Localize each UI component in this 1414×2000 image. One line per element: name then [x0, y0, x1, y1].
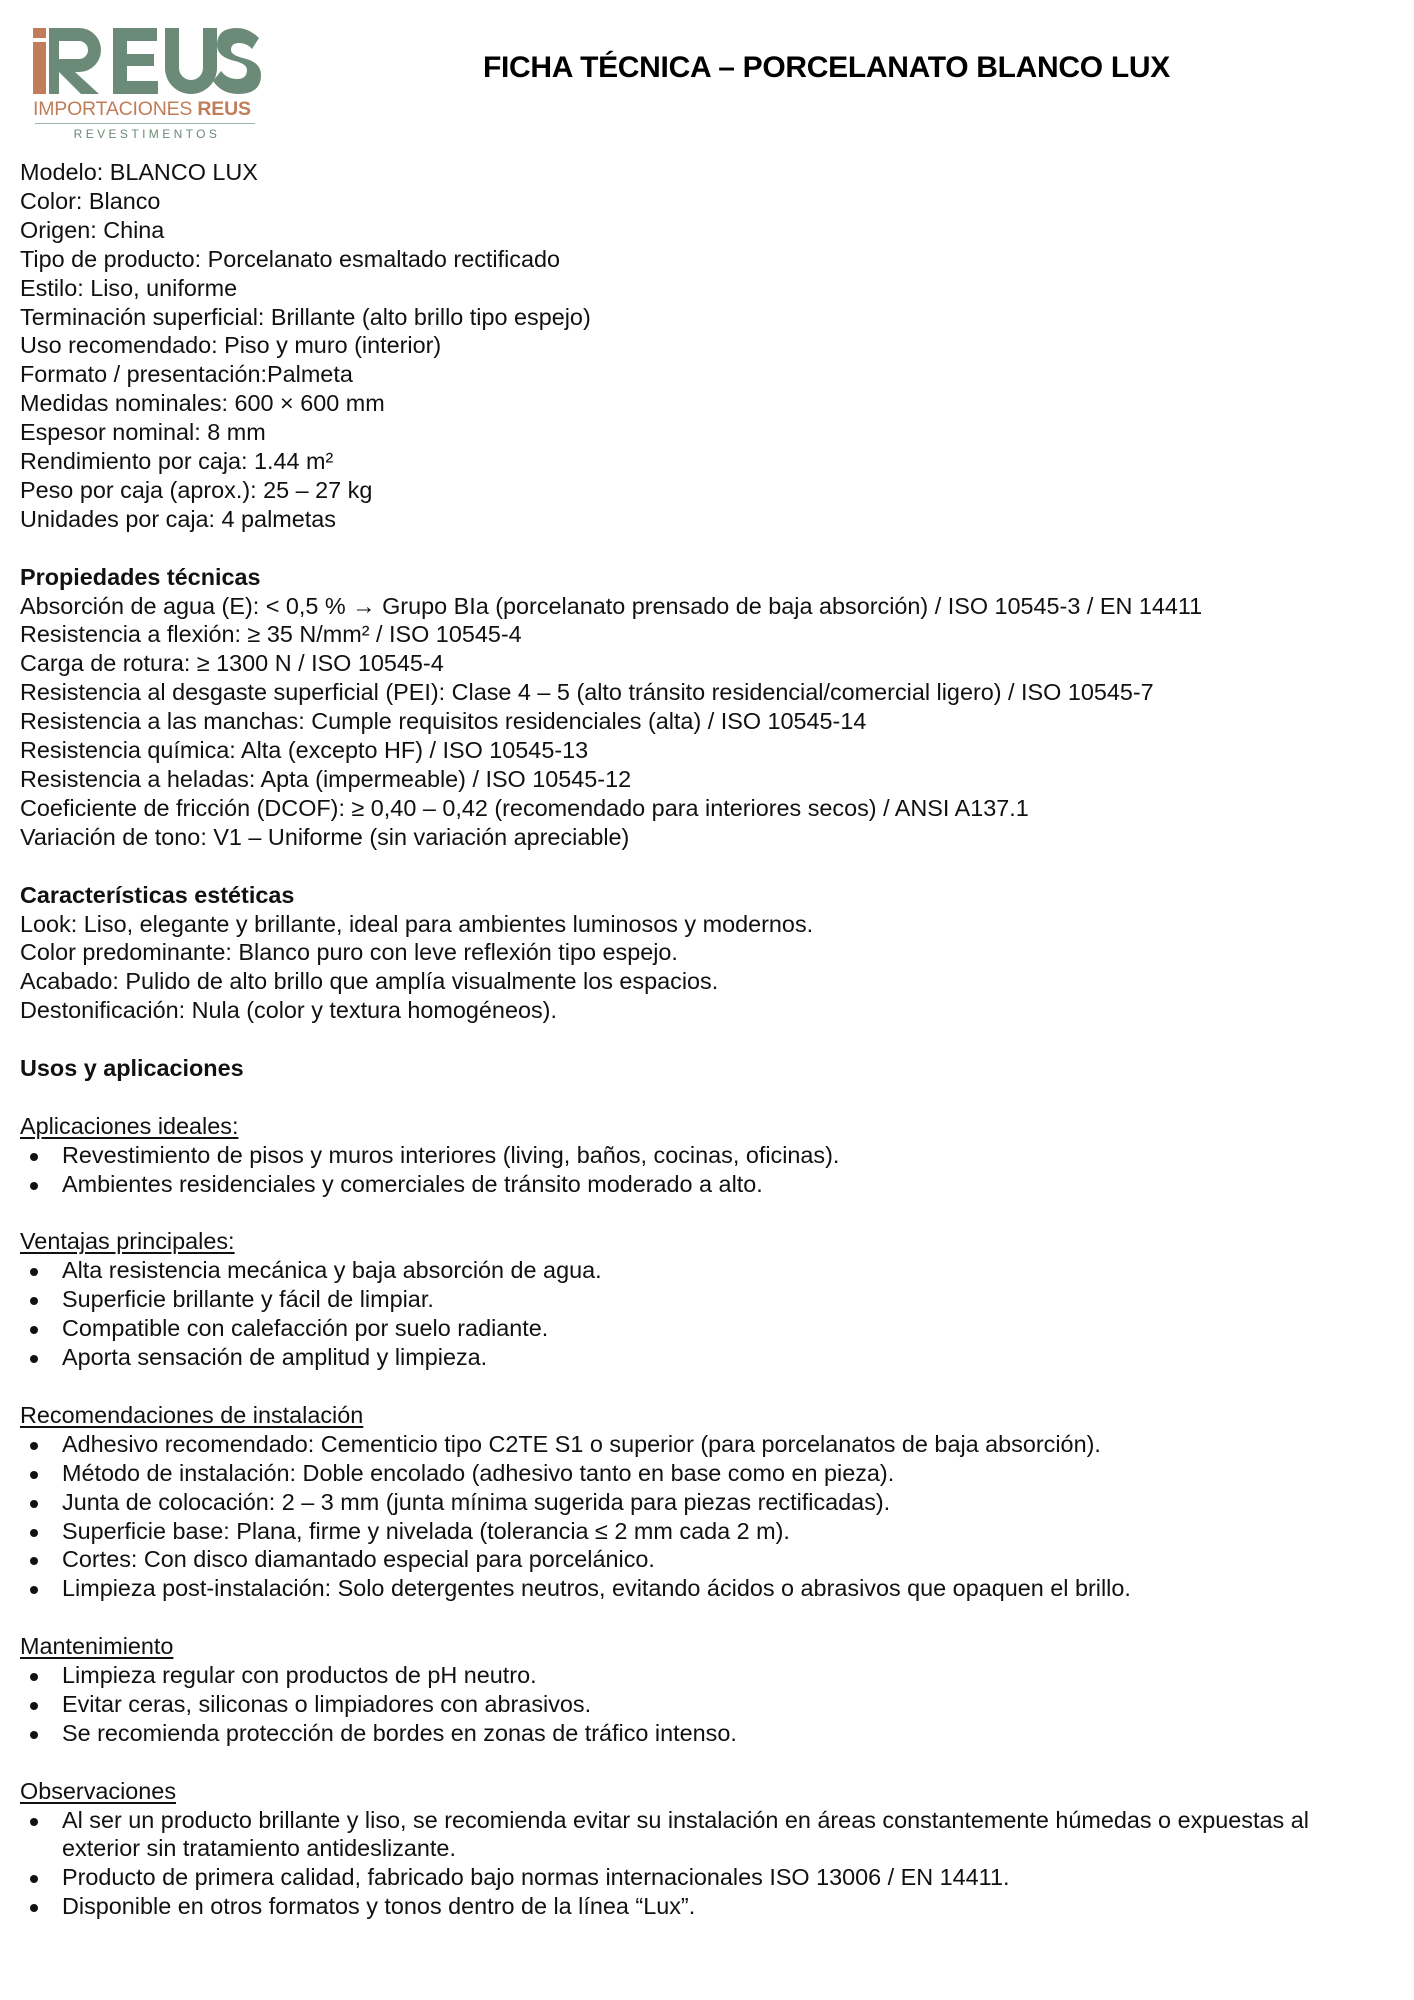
- property-line: Absorción de agua (E): < 0,5 % → Grupo BIa (porcelanato prensado de baja absorción) / ISO 10545-3 / EN 14411: [20, 592, 1203, 619]
- list-item: Cortes: Con disco diamantado especial para porcelánico.: [20, 1545, 1380, 1574]
- aesthetic-line: Destonificación: Nula (color y textura homogéneos).: [20, 997, 557, 1024]
- company-tagline: REVESTIMENTOS: [73, 127, 221, 141]
- advantages-list: [20, 1256, 1380, 1372]
- property-line: Coeficiente de fricción (DCOF): ≥ 0,40 – 0,42 (recomendado para interiores secos) / ANSI A137.1: [20, 794, 1029, 821]
- spec-line: Terminación superficial: Brillante (alto brillo tipo espejo): [20, 303, 591, 330]
- company-name-bold: REUS: [197, 98, 251, 120]
- spec-line: Espesor nominal: 8 mm: [20, 419, 266, 446]
- logo-divider: [35, 123, 255, 124]
- spacer: [20, 1748, 1380, 1777]
- company-name-prefix: IMPORTACIONES: [33, 98, 193, 120]
- spacer: [20, 1025, 1380, 1054]
- section-heading: Propiedades técnicas: [20, 563, 261, 590]
- spec-line: Uso recomendado: Piso y muro (interior): [20, 332, 442, 359]
- section-heading: Usos y aplicaciones: [20, 1055, 244, 1082]
- spacer: [20, 1083, 1380, 1112]
- observations-list: [20, 1806, 1380, 1922]
- list-item: Producto de primera calidad, fabricado bajo normas internacionales ISO 13006 / EN 14411.: [20, 1863, 1380, 1892]
- spec-line: Unidades por caja: 4 palmetas: [20, 505, 336, 532]
- spec-line: Origen: China: [20, 216, 165, 243]
- technical-properties-section: [20, 563, 1380, 852]
- subsection-heading-applications: Aplicaciones ideales:: [20, 1112, 239, 1139]
- spec-line: Tipo de producto: Porcelanato esmaltado rectificado: [20, 245, 561, 272]
- spacer: [20, 1199, 1380, 1228]
- uses-section: [20, 1054, 1380, 1921]
- list-item: Compatible con calefacción por suelo radiante.: [20, 1314, 1380, 1343]
- spacer: [20, 534, 1380, 563]
- aesthetic-section: [20, 881, 1380, 1026]
- subsection-heading-maintenance: Mantenimiento: [20, 1633, 174, 1660]
- list-item: Al ser un producto brillante y liso, se recomienda evitar su instalación en áreas constantemente húmedas o expuestas al exterior sin tratamiento antideslizante.: [20, 1806, 1332, 1864]
- list-item: Junta de colocación: 2 – 3 mm (junta mínima sugerida para piezas rectificadas).: [20, 1488, 1380, 1517]
- property-line: Resistencia a heladas: Apta (impermeable) / ISO 10545-12: [20, 766, 632, 793]
- ireus-logo-mark-icon: [33, 28, 261, 94]
- general-specs: [20, 158, 1380, 534]
- spec-line: Rendimiento por caja: 1.44 m²: [20, 448, 334, 475]
- property-line: Resistencia a flexión: ≥ 35 N/mm² / ISO 10545-4: [20, 621, 522, 648]
- maintenance-list: [20, 1661, 1380, 1748]
- list-item: Ambientes residenciales y comerciales de tránsito moderado a alto.: [20, 1170, 1380, 1199]
- subsection-heading-observations: Observaciones: [20, 1777, 177, 1804]
- list-item: Superficie base: Plana, firme y nivelada (tolerancia ≤ 2 mm cada 2 m).: [20, 1517, 1380, 1546]
- list-item: Adhesivo recomendado: Cementicio tipo C2TE S1 o superior (para porcelanatos de baja absorción).: [20, 1430, 1380, 1459]
- company-name: [33, 98, 261, 120]
- aesthetic-line: Color predominante: Blanco puro con leve reflexión tipo espejo.: [20, 939, 678, 966]
- property-line: Resistencia química: Alta (excepto HF) / ISO 10545-13: [20, 737, 589, 764]
- spec-line: Medidas nominales: 600 × 600 mm: [20, 390, 385, 417]
- spec-line: Color: Blanco: [20, 187, 161, 214]
- spacer: [20, 1372, 1380, 1401]
- list-item: Disponible en otros formatos y tonos dentro de la línea “Lux”.: [20, 1892, 1380, 1921]
- list-item: Método de instalación: Doble encolado (adhesivo tanto en base como en pieza).: [20, 1459, 1380, 1488]
- list-item: Limpieza regular con productos de pH neutro.: [20, 1661, 1380, 1690]
- list-item: Revestimiento de pisos y muros interiores (living, baños, cocinas, oficinas).: [20, 1141, 1380, 1170]
- installation-list: [20, 1430, 1380, 1603]
- property-line: Resistencia a las manchas: Cumple requisitos residenciales (alta) / ISO 10545-14: [20, 708, 867, 735]
- list-item: Superficie brillante y fácil de limpiar.: [20, 1285, 1380, 1314]
- list-item: Aporta sensación de amplitud y limpieza.: [20, 1343, 1380, 1372]
- aesthetic-line: Look: Liso, elegante y brillante, ideal para ambientes luminosos y modernos.: [20, 910, 814, 937]
- company-logo: [33, 28, 263, 140]
- property-line: Resistencia al desgaste superficial (PEI): Clase 4 – 5 (alto tránsito residencial/comercial ligero) / ISO 10545-7: [20, 679, 1154, 706]
- aesthetic-line: Acabado: Pulido de alto brillo que amplía visualmente los espacios.: [20, 968, 719, 995]
- spec-line: Formato / presentación:Palmeta: [20, 361, 353, 388]
- list-item: Limpieza post-instalación: Solo detergentes neutros, evitando ácidos o abrasivos que opaquen el brillo.: [20, 1574, 1380, 1603]
- spacer: [20, 1603, 1380, 1632]
- list-item: Se recomienda protección de bordes en zonas de tráfico intenso.: [20, 1719, 1380, 1748]
- document-body: [20, 158, 1380, 1921]
- subsection-heading-advantages: Ventajas principales:: [20, 1228, 235, 1255]
- spec-line: Estilo: Liso, uniforme: [20, 274, 238, 301]
- document-title: FICHA TÉCNICA – PORCELANATO BLANCO LUX: [483, 51, 1170, 84]
- subsection-heading-installation: Recomendaciones de instalación: [20, 1401, 364, 1428]
- property-line: Carga de rotura: ≥ 1300 N / ISO 10545-4: [20, 650, 444, 677]
- spec-line: Modelo: BLANCO LUX: [20, 159, 258, 185]
- applications-list: [20, 1141, 1380, 1199]
- section-heading: Características estéticas: [20, 881, 295, 908]
- property-line: Variación de tono: V1 – Uniforme (sin variación apreciable): [20, 823, 630, 850]
- spacer: [20, 852, 1380, 881]
- list-item: Alta resistencia mecánica y baja absorción de agua.: [20, 1256, 1380, 1285]
- spec-line: Peso por caja (aprox.): 25 – 27 kg: [20, 476, 373, 503]
- list-item: Evitar ceras, siliconas o limpiadores con abrasivos.: [20, 1690, 1380, 1719]
